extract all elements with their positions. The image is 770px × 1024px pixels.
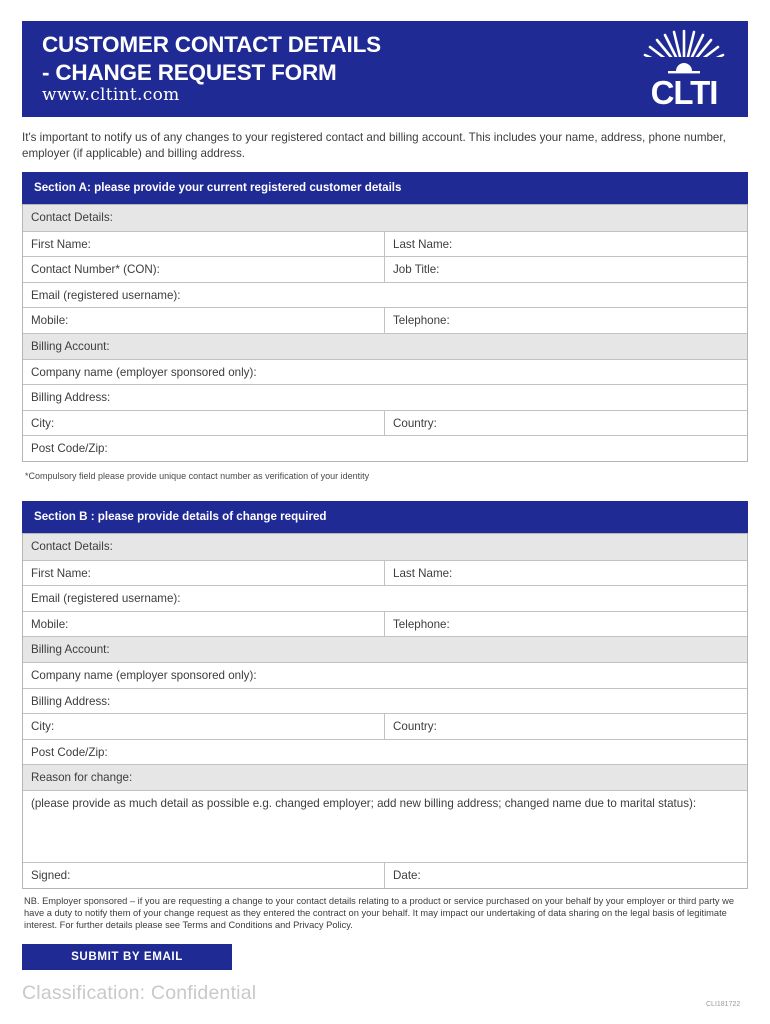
section-a-billing-address-row: [23, 384, 747, 410]
current-billing-address-field[interactable]: Billing Address:: [31, 391, 111, 405]
current-job-title-field[interactable]: Job Title:: [393, 263, 440, 277]
current-contact-number-field[interactable]: Contact Number* (CON):: [23, 257, 385, 282]
clti-logo: [636, 27, 732, 113]
new-city-field[interactable]: City:: [23, 714, 385, 739]
current-city-field[interactable]: City:: [23, 411, 385, 436]
form-title-line2: - CHANGE REQUEST FORM: [42, 60, 337, 85]
compulsory-footnote: *Compulsory field please provide unique contact number as verification of your identity: [25, 471, 370, 481]
section-a-heading: Section A: please provide your current registered customer details: [22, 172, 748, 204]
current-mobile-field[interactable]: Mobile:: [23, 308, 385, 333]
submit-by-email-button[interactable]: SUBMIT BY EMAIL: [22, 944, 232, 970]
classification-label: Classification: Confidential: [22, 982, 257, 1004]
section-b-email-row: [23, 585, 747, 611]
current-last-name-field[interactable]: Last Name:: [393, 237, 453, 251]
new-company-name-field[interactable]: Company name (employer sponsored only):: [31, 668, 257, 682]
current-post-code-field[interactable]: Post Code/Zip:: [31, 442, 108, 456]
contact-details-label: Contact Details:: [31, 540, 113, 553]
section-a-form: [22, 204, 748, 462]
form-title-line1: CUSTOMER CONTACT DETAILS: [42, 32, 381, 57]
section-a-billing-account-row: [23, 333, 747, 359]
current-first-name-field[interactable]: First Name:: [23, 232, 385, 257]
document-code: CLI181722: [706, 1001, 741, 1008]
section-a-contact-details-row: [23, 205, 747, 231]
section-a-phone-row: [23, 307, 747, 333]
website-url: www.cltint.com: [42, 85, 180, 105]
current-telephone-field[interactable]: Telephone:: [393, 314, 450, 328]
section-a-contact-row: [23, 256, 747, 282]
intro-text: It's important to notify us of any changes to your registered contact and billing account. This includes your name, address, phone number, employer (if applicable) and billing address.: [22, 131, 726, 160]
section-b-signature-row: [23, 862, 747, 888]
current-email-field[interactable]: Email (registered username):: [31, 288, 181, 302]
employer-sponsored-note: NB. Employer sponsored – if you are requesting a change to your contact details relating to a product or service purchased on your behalf by your employer or third party we have a duty to notify them of your change request as they entered the contract on your behalf. It may impact our undertaking of data sharing on the legal basis of legitimate interest. For further details please see Terms and Conditions and Privacy Policy.: [24, 896, 735, 930]
section-b-heading: Section B : please provide details of change required: [22, 501, 748, 533]
reason-details-field[interactable]: (please provide as much detail as possible e.g. changed employer; add new billing address; changed name due to marital status):: [31, 796, 697, 810]
new-post-code-field[interactable]: Post Code/Zip:: [31, 745, 108, 759]
section-a-name-row: [23, 231, 747, 257]
billing-account-label: Billing Account:: [31, 643, 110, 657]
section-b-reason-row: [23, 764, 747, 790]
signed-field[interactable]: Signed:: [23, 863, 385, 888]
section-b-phone-row: [23, 611, 747, 637]
reason-for-change-label: Reason for change:: [31, 771, 133, 785]
section-b-postcode-row: [23, 739, 747, 765]
new-telephone-field[interactable]: Telephone:: [393, 617, 450, 631]
section-a-company-row: [23, 359, 747, 385]
new-billing-address-field[interactable]: Billing Address:: [31, 694, 111, 708]
section-a-email-row: [23, 282, 747, 308]
current-country-field[interactable]: Country:: [393, 416, 437, 430]
section-b-contact-details-row: [23, 534, 747, 560]
section-a-postcode-row: [23, 435, 747, 461]
form-title: [42, 31, 381, 87]
new-last-name-field[interactable]: Last Name:: [393, 566, 453, 580]
new-first-name-field[interactable]: First Name:: [23, 561, 385, 586]
section-b-billing-address-row: [23, 688, 747, 714]
section-b-reason-details-row: [23, 790, 747, 862]
date-field[interactable]: Date:: [393, 868, 421, 882]
new-email-field[interactable]: Email (registered username):: [31, 592, 181, 606]
contact-details-label: Contact Details:: [31, 211, 113, 224]
form-header: [22, 21, 748, 117]
section-a-city-row: [23, 410, 747, 436]
sunburst-icon: [636, 27, 732, 79]
current-company-name-field[interactable]: Company name (employer sponsored only):: [31, 365, 257, 379]
section-b-city-row: [23, 713, 747, 739]
new-mobile-field[interactable]: Mobile:: [23, 612, 385, 637]
section-b-name-row: [23, 560, 747, 586]
section-b-billing-account-row: [23, 636, 747, 662]
logo-wordmark: CLTI: [650, 74, 718, 111]
billing-account-label: Billing Account:: [31, 339, 110, 353]
section-b-company-row: [23, 662, 747, 688]
section-b-form: [22, 533, 748, 889]
new-country-field[interactable]: Country:: [393, 720, 437, 734]
